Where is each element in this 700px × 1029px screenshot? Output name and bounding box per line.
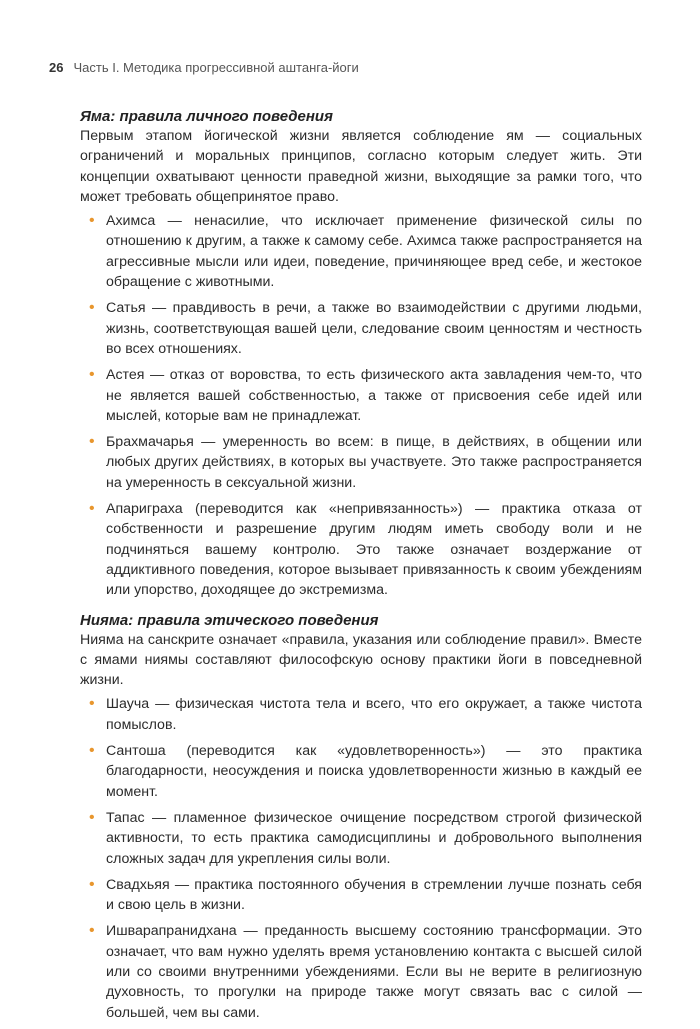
list-item <box>80 365 642 426</box>
bullet-list <box>80 694 642 1022</box>
list-item-text: Астея — отказ от воровства, то есть физического акта завладения чем-то, что не является вашей собственностью, а также от присвоения себе идей или мыслей, которые вам не принадлежат. <box>106 367 642 424</box>
list-item <box>80 499 642 600</box>
running-head <box>49 60 359 75</box>
list-item <box>80 432 642 493</box>
list-item-text: Свадхьяя — практика постоянного обучения в стремлении лучше познать себя и свою цель в жизни. <box>106 876 642 914</box>
list-item <box>80 298 642 359</box>
bullet-icon: • <box>89 366 95 384</box>
section-heading: Нияма: правила этического поведения <box>80 611 379 629</box>
list-item <box>80 921 642 1022</box>
list-item <box>80 808 642 869</box>
bullet-icon: • <box>89 299 95 317</box>
bullet-icon: • <box>89 433 95 451</box>
bullet-icon: • <box>89 808 95 826</box>
list-item <box>80 694 642 735</box>
page-number: 26 <box>49 60 64 75</box>
list-item <box>80 875 642 916</box>
list-item <box>80 741 642 802</box>
bullet-list <box>80 211 642 600</box>
section-intro: Первым этапом йогической жизни является соблюдение ям — социальных ограничений и моральных принципов, согласно которым следует жить. Эти концепции охватывают ценности праведной жизни, выходящие за рамки того, что может требовать общепринятое право. <box>80 128 642 205</box>
bullet-icon: • <box>89 742 95 760</box>
list-item <box>80 211 642 292</box>
chapter-title: Часть I. Методика прогрессивной аштанга-йоги <box>73 60 359 75</box>
section-heading: Яма: правила личного поведения <box>80 108 333 125</box>
bullet-icon: • <box>89 695 95 713</box>
bullet-icon: • <box>89 875 95 893</box>
section-niyama <box>80 611 642 1023</box>
list-item-text: Брахмачарья — умеренность во всем: в пище, в действиях, в общении или любых других действиях, в которых вы участвуете. Это также распространяется на умеренность в сексуальной жизни. <box>106 434 642 491</box>
list-item-text: Апариграха (переводится как «непривязанность») — практика отказа от собственности и разрешение другим людям иметь свободу воли и не подчиняться вашему контролю. Это также означает воздержание от аддиктивного поведения, которое вызывает привязанность к своим убеждениям или упорство, доходящее до экстремизма. <box>106 501 642 599</box>
section-yama <box>80 107 642 601</box>
main-content <box>80 107 642 1029</box>
list-item-text: Сантоша (переводится как «удовлетворенность») — это практика благодарности, неосуждения и поиска удовлетворенности жизнью в каждый ее момент. <box>106 743 642 800</box>
list-item-text: Ишварапранидхана — преданность высшему состоянию трансформации. Это означает, что вам нужно уделять время установлению контакта с высшей силой или со своими внутренними убеждениями. Если вы не верите в религиозную духовность, то прогулки на природе также могут связать вас с силой — большей, чем вы сами. <box>106 923 642 1021</box>
bullet-icon: • <box>89 500 95 518</box>
list-item-text: Ахимса — ненасилие, что исключает применение физической силы по отношению к другим, а также к самому себе. Ахимса также распространяется на агрессивные мысли или идеи, поведение, причиняющее вред себе, и жестокое обращение с животными. <box>106 213 642 291</box>
list-item-text: Шауча — физическая чистота тела и всего, что его окружает, а также чистота помыслов. <box>106 696 642 733</box>
bullet-icon: • <box>89 212 95 230</box>
section-intro: Нияма на санскрите означает «правила, указания или соблюдение правил». Вместе с ямами ниямы составляют философскую основу практики йоги в повседневной жизни. <box>80 631 642 689</box>
list-item-text: Тапас — пламенное физическое очищение посредством строгой физической активности, то есть практика самодисциплины и добровольного выполнения сложных задач для укрепления силы воли. <box>106 809 642 867</box>
bullet-icon: • <box>89 922 95 940</box>
list-item-text: Сатья — правдивость в речи, а также во взаимодействии с другими людьми, жизнь, соответствующая вашей цели, следование своим ценностям и честность во всех отношениях. <box>106 300 642 357</box>
